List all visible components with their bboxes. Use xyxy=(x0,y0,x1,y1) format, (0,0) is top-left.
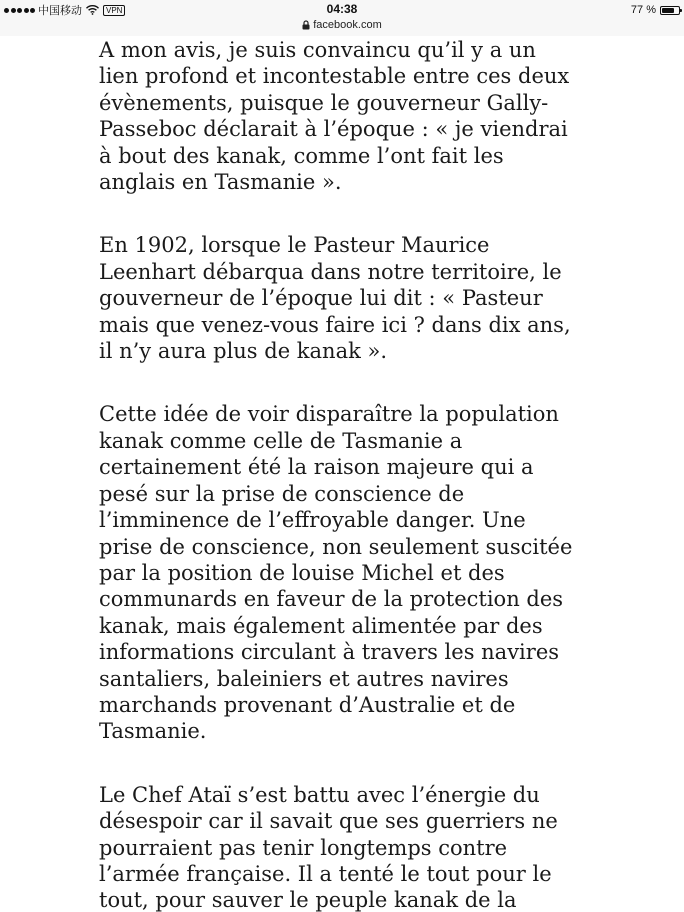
battery-icon xyxy=(660,6,680,15)
article-paragraph: Le Chef Ataï s’est battu avec l’énergie du désespoir car il savait que ses guerriers ne pourraient pas tenir longtemps contre l’armée française. Il a tenté le tout pour le tout, pour sauver le peuple kanak de la xyxy=(99,782,558,912)
carrier-name: 中国移动 xyxy=(38,5,82,17)
address-bar[interactable] xyxy=(0,17,684,33)
vpn-badge: VPN xyxy=(103,5,125,16)
battery-level-fill xyxy=(662,8,674,13)
status-time: 04:38 xyxy=(326,2,358,16)
battery-percentage: 77 % xyxy=(630,4,656,16)
url-text: facebook.com xyxy=(313,19,382,31)
article-paragraph: En 1902, lorsque le Pasteur Maurice Leenhart débarqua dans notre territoire, le gouverneur de l’époque lui dit : « Pasteur mais que venez-vous faire ici ? dans dix ans, il n’y aura plus de kanak ». xyxy=(99,233,571,364)
status-right-group xyxy=(631,3,680,17)
article-body xyxy=(99,36,599,912)
article-paragraph: Cette idée de voir disparaître la population kanak comme celle de Tasmanie a certainement été la raison majeure qui a pesé sur la prise de conscience de l’imminence de l’effroyable danger. Une prise de conscience, non seulement suscitée par la position de louise Michel et des communards en faveur de la protection des kanak, mais également alimentée par des informations circulant à travers les navires santaliers, baleiniers et autres navires marchands provenant d’Australie et de Tasmanie. xyxy=(99,402,573,744)
lock-icon xyxy=(302,20,310,30)
article-paragraph: A mon avis, je suis convaincu qu’il y a un lien profond et incontestable entre ces deux évènements, puisque le gouverneur Gally- Passeboc déclarait à l’époque : « je viendrai à bout des kanak, comme l’ont fait les anglais en Tasmanie ». xyxy=(99,38,570,195)
status-bar xyxy=(0,0,684,36)
